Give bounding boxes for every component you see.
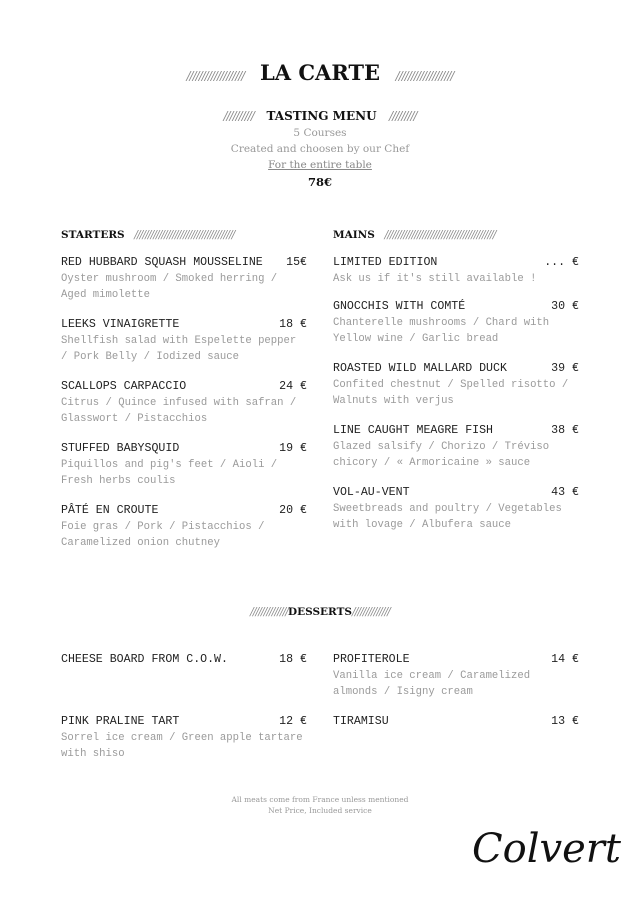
signature-logo: Colvert — [472, 826, 621, 872]
menu-item — [61, 379, 307, 427]
menu-item — [61, 441, 307, 489]
mains-header — [333, 225, 495, 243]
item-description: Foie gras / Pork / Pistacchios / Caramelized onion chutney — [61, 521, 265, 549]
item-name: STUFFED BABYSQUID — [61, 442, 180, 455]
section-title: DESSERTS — [288, 606, 352, 618]
item-price: ... € — [544, 256, 579, 269]
item-price: 39 € — [551, 362, 579, 375]
item-price: 30 € — [551, 300, 579, 313]
menu-title — [0, 60, 640, 85]
menu-item — [333, 714, 579, 730]
tasting-description: Created and choosen by our Chef — [230, 143, 410, 155]
item-description: Glazed salsify / Chorizo / Tréviso chicory / « Armoricaine » sauce — [333, 441, 550, 469]
item-name: LIMITED EDITION — [333, 256, 438, 269]
tasting-menu — [0, 107, 640, 191]
item-price: 15€ — [286, 256, 307, 269]
decorative-slashes: ///////////////////////////////////// — [134, 228, 235, 241]
menu-item — [333, 652, 579, 700]
page-title: LA CARTE — [259, 60, 381, 85]
decorative-slashes: /////////////////// — [395, 69, 454, 83]
item-name: PINK PRALINE TART — [61, 715, 180, 728]
item-description: Confited chestnut / Spelled risotto / Walnuts with verjus — [333, 379, 569, 407]
decorative-slashes: ///////////////////////////////////////// — [384, 228, 496, 241]
item-price: 19 € — [279, 442, 307, 455]
menu-item — [61, 503, 307, 551]
item-description: Oyster mushroom / Smoked herring / Aged mimolette — [61, 273, 278, 301]
item-name: LINE CAUGHT MEAGRE FISH — [333, 424, 494, 437]
item-description: Sweetbreads and poultry / Vegetables with lovage / Albufera sauce — [333, 503, 562, 531]
item-description: Ask us if it's still available ! — [333, 273, 537, 285]
starters-header — [61, 225, 234, 243]
footer-origin-note: All meats come from France unless mentioned — [231, 795, 409, 804]
tasting-title: TASTING MENU — [266, 109, 377, 123]
footer-price-note: Net Price, Included service — [268, 806, 372, 815]
menu-item — [333, 299, 579, 347]
menu-item — [61, 317, 307, 365]
item-price: 18 € — [279, 653, 307, 666]
menu-item — [333, 255, 579, 287]
decorative-slashes: ////////// — [223, 109, 254, 123]
item-price: 38 € — [551, 424, 579, 437]
item-description: Piquillos and pig's feet / Aioli / Fresh herbs coulis — [61, 459, 278, 487]
decorative-slashes: /////////////////// — [186, 69, 245, 83]
item-description: Chanterelle mushrooms / Chard with Yellow wine / Garlic bread — [333, 317, 550, 345]
item-price: 12 € — [279, 715, 307, 728]
menu-item — [61, 255, 307, 303]
item-name: SCALLOPS CARPACCIO — [61, 380, 187, 393]
decorative-slashes: ////////////// — [351, 605, 390, 618]
item-description: Sorrel ice cream / Green apple tartare with shiso — [61, 732, 303, 760]
item-price: 14 € — [551, 653, 579, 666]
item-name: PÂTÉ EN CROUTE — [61, 504, 159, 517]
tasting-price: 78€ — [307, 175, 332, 189]
section-title: STARTERS — [61, 229, 125, 241]
menu-item — [333, 423, 579, 471]
item-name: ROASTED WILD MALLARD DUCK — [333, 362, 507, 375]
item-description: Vanilla ice cream / Caramelized almonds / Isigny cream — [333, 670, 531, 698]
decorative-slashes: ///////// — [389, 109, 417, 123]
item-name: TIRAMISU — [333, 715, 389, 728]
item-name: RED HUBBARD SQUASH MOUSSELINE — [61, 256, 263, 269]
item-price: 43 € — [551, 486, 579, 499]
item-name: VOL-AU-VENT — [333, 486, 410, 499]
tasting-courses: 5 Courses — [293, 127, 347, 139]
item-price: 18 € — [279, 318, 307, 331]
item-name: LEEKS VINAIGRETTE — [61, 318, 180, 331]
decorative-slashes: ////////////// — [250, 605, 288, 618]
item-name: PROFITEROLE — [333, 653, 410, 666]
item-name: GNOCCHIS WITH COMTÉ — [333, 300, 466, 313]
desserts-header — [0, 602, 640, 620]
item-price: 24 € — [279, 380, 307, 393]
footer-notes — [0, 794, 640, 816]
item-description: Shellfish salad with Espelette pepper / Pork Belly / Iodized sauce — [61, 335, 297, 363]
menu-item — [333, 485, 579, 533]
menu-item — [61, 714, 307, 762]
item-price: 13 € — [551, 715, 579, 728]
tasting-table-note: For the entire table — [268, 159, 372, 171]
section-title: MAINS — [333, 229, 375, 241]
menu-item — [333, 361, 579, 409]
item-name: CHEESE BOARD FROM C.O.W. — [61, 653, 228, 666]
item-description: Citrus / Quince infused with safran / Glasswort / Pistacchios — [61, 397, 297, 425]
menu-item — [61, 652, 307, 668]
item-price: 20 € — [279, 504, 307, 517]
